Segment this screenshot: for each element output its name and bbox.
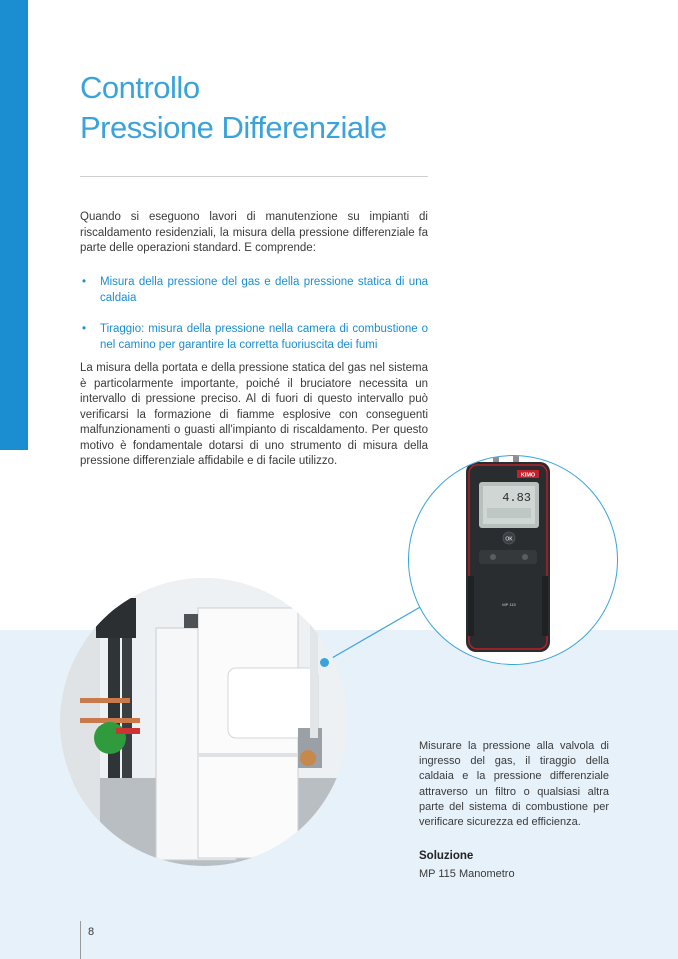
title-line-1: Controllo [80, 70, 200, 105]
boiler-photo [60, 578, 348, 866]
body-paragraph: La misura della portata e della pressione statica del gas nel sistema è particolarmente importante, poiché il bruciatore necessita un intervallo di pressione preciso. Al di fuori di questo intervallo può verificarsi la formazione di fiamme esplosive con conseguenti malfunzionamenti o guasti all'impianto di riscaldamento. Per questo motivo è fondamentale dotarsi di uno strumento di misura della pressione differenziale affidabile e di facile utilizzo. [80, 362, 428, 467]
page-number-rule [80, 921, 81, 959]
bullet-item: • Tiraggio: misura della pressione nella camera di combustione o nel camino per garantire la corretta fuoriuscita dei fumi [80, 322, 428, 353]
page-number: 8 [88, 926, 95, 938]
device-model-label: MP 115 [502, 602, 516, 607]
device-ok-key: OK [505, 536, 513, 543]
device-brand: KIMO [520, 472, 536, 479]
intro-paragraph: Quando si eseguono lavori di manutenzione su impianti di riscaldamento residenziali, la misura della pressione differenziale fa parte delle operazioni standard. E comprende: [80, 211, 428, 254]
bullet-item: • Misura della pressione del gas e della pressione statica di una caldaia [80, 275, 428, 306]
image-caption: Misurare la pressione alla valvola di ingresso del gas, il tiraggio della caldaia e la pressione differenziale attraverso un filtro o qualsiasi altra parte del sistema di combustione per verificare sicurezza ed efficienza. [419, 740, 609, 829]
solution-value: MP 115 Manometro [419, 868, 515, 880]
title-line-2: Pressione Differenziale [80, 110, 387, 145]
connector-dot [320, 658, 329, 667]
manometer-illustration [409, 456, 616, 663]
solution-label: Soluzione [419, 850, 474, 862]
boiler-illustration [60, 578, 348, 866]
device-reading: 4.83 [502, 491, 531, 505]
device-photo [408, 455, 618, 665]
